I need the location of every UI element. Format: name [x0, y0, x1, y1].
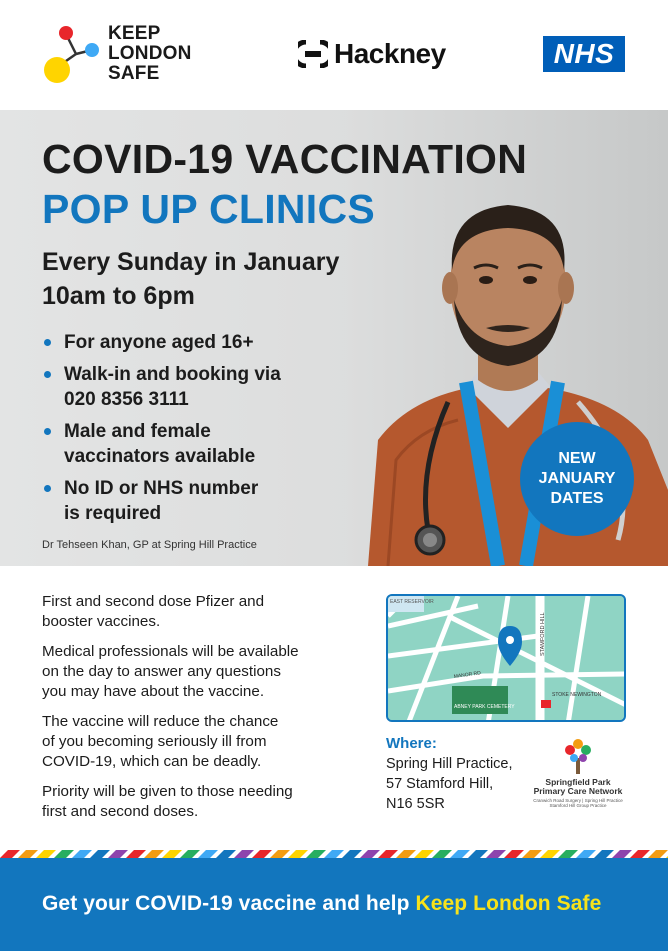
kls-line: KEEP [108, 23, 161, 44]
info-line: COVID-19, which can be deadly. [42, 753, 262, 770]
where-heading: Where: [386, 735, 437, 752]
schedule-days: Every Sunday in January [42, 248, 340, 276]
badge-line: NEW [558, 450, 596, 467]
pcn-name-line: Springfield Park [545, 777, 611, 787]
booking-phone-number[interactable]: 020 8356 3111 [64, 389, 189, 410]
footer-slogan [42, 892, 601, 916]
list-item-text: For anyone aged 16+ [64, 332, 254, 353]
info-paragraph [42, 782, 362, 822]
list-item-text: Walk-in and booking via [64, 364, 281, 385]
map-label-cemetery: ABNEY PARK CEMETERY [454, 704, 515, 710]
bullet-dot-icon [44, 485, 51, 492]
photo-caption: Dr Tehseen Khan, GP at Spring Hill Practice [42, 539, 257, 551]
bullet-dot-icon [44, 428, 51, 435]
footer-banner [0, 858, 668, 951]
list-item-text: Male and female [64, 421, 211, 442]
clinic-address [386, 754, 513, 814]
hero-banner [0, 110, 668, 566]
info-line: Priority will be given to those needing [42, 783, 293, 800]
address-line: N16 5SR [386, 796, 445, 812]
hackney-h-mark-icon [298, 40, 328, 68]
pcn-name [528, 778, 628, 796]
info-paragraph [42, 712, 362, 772]
eligibility-list [42, 330, 342, 533]
map-label-stoke-newington: STOKE NEWINGTON [552, 692, 602, 698]
info-line: booster vaccines. [42, 613, 161, 630]
info-paragraph [42, 592, 362, 632]
address-line: 57 Stamford Hill, [386, 776, 494, 792]
badge-line: DATES [550, 490, 604, 507]
info-line: first and second doses. [42, 803, 199, 820]
kls-line: SAFE [108, 63, 160, 84]
pcn-name-line: Primary Care Network [533, 786, 623, 796]
headline-line-1: COVID-19 VACCINATION [42, 136, 528, 182]
rainbow-stripe [0, 850, 668, 858]
address-line: Spring Hill Practice, [386, 756, 513, 772]
info-text-block [42, 592, 362, 832]
nhs-logo: NHS [543, 36, 625, 72]
info-line: on the day to answer any questions [42, 663, 281, 680]
kls-line: LONDON [108, 43, 192, 64]
hackney-logo [298, 38, 446, 70]
location-map[interactable] [386, 594, 626, 722]
list-item-text: No ID or NHS number [64, 478, 259, 499]
pcn-practice-line: Cranwich Road Surgery | Spring Hill Practice [533, 798, 623, 803]
pcn-practice-line: Stamford Hill Group Practice [549, 803, 607, 808]
info-line: you may have about the vaccine. [42, 683, 265, 700]
list-item-text: vaccinators available [64, 446, 256, 467]
map-label-manor-rd: MANOR RD [453, 670, 482, 680]
keep-london-safe-molecule-icon [42, 22, 102, 88]
info-line: The vaccine will reduce the chance [42, 713, 279, 730]
info-line: of you becoming seriously ill from [42, 733, 267, 750]
schedule-hours: 10am to 6pm [42, 282, 195, 310]
list-item [42, 419, 342, 469]
footer-slogan-main: Get your COVID-19 vaccine and help [42, 892, 416, 915]
badge-line: JANUARY [538, 470, 616, 487]
springfield-park-pcn-logo [528, 736, 628, 816]
list-item [42, 330, 342, 355]
info-line: Medical professionals will be available [42, 643, 299, 660]
tree-icon [560, 736, 596, 776]
bullet-dot-icon [44, 339, 51, 346]
list-item [42, 362, 342, 412]
header [0, 0, 668, 110]
map-label-reservoir: EAST RESERVOIR [390, 599, 434, 605]
list-item-text: is required [64, 503, 162, 524]
hackney-wordmark: Hackney [334, 38, 446, 69]
map-label-stamford-hill: STAMFORD HILL [540, 612, 546, 656]
info-paragraph [42, 642, 362, 702]
headline-line-2: POP UP CLINICS [42, 186, 376, 232]
list-item [42, 476, 342, 526]
bullet-dot-icon [44, 371, 51, 378]
map-drawing [388, 596, 626, 722]
new-dates-badge [520, 422, 634, 536]
info-line: First and second dose Pfizer and [42, 593, 265, 610]
keep-london-safe-wordmark [108, 24, 192, 84]
pcn-practices [528, 798, 628, 808]
footer-slogan-highlight: Keep London Safe [415, 892, 602, 915]
